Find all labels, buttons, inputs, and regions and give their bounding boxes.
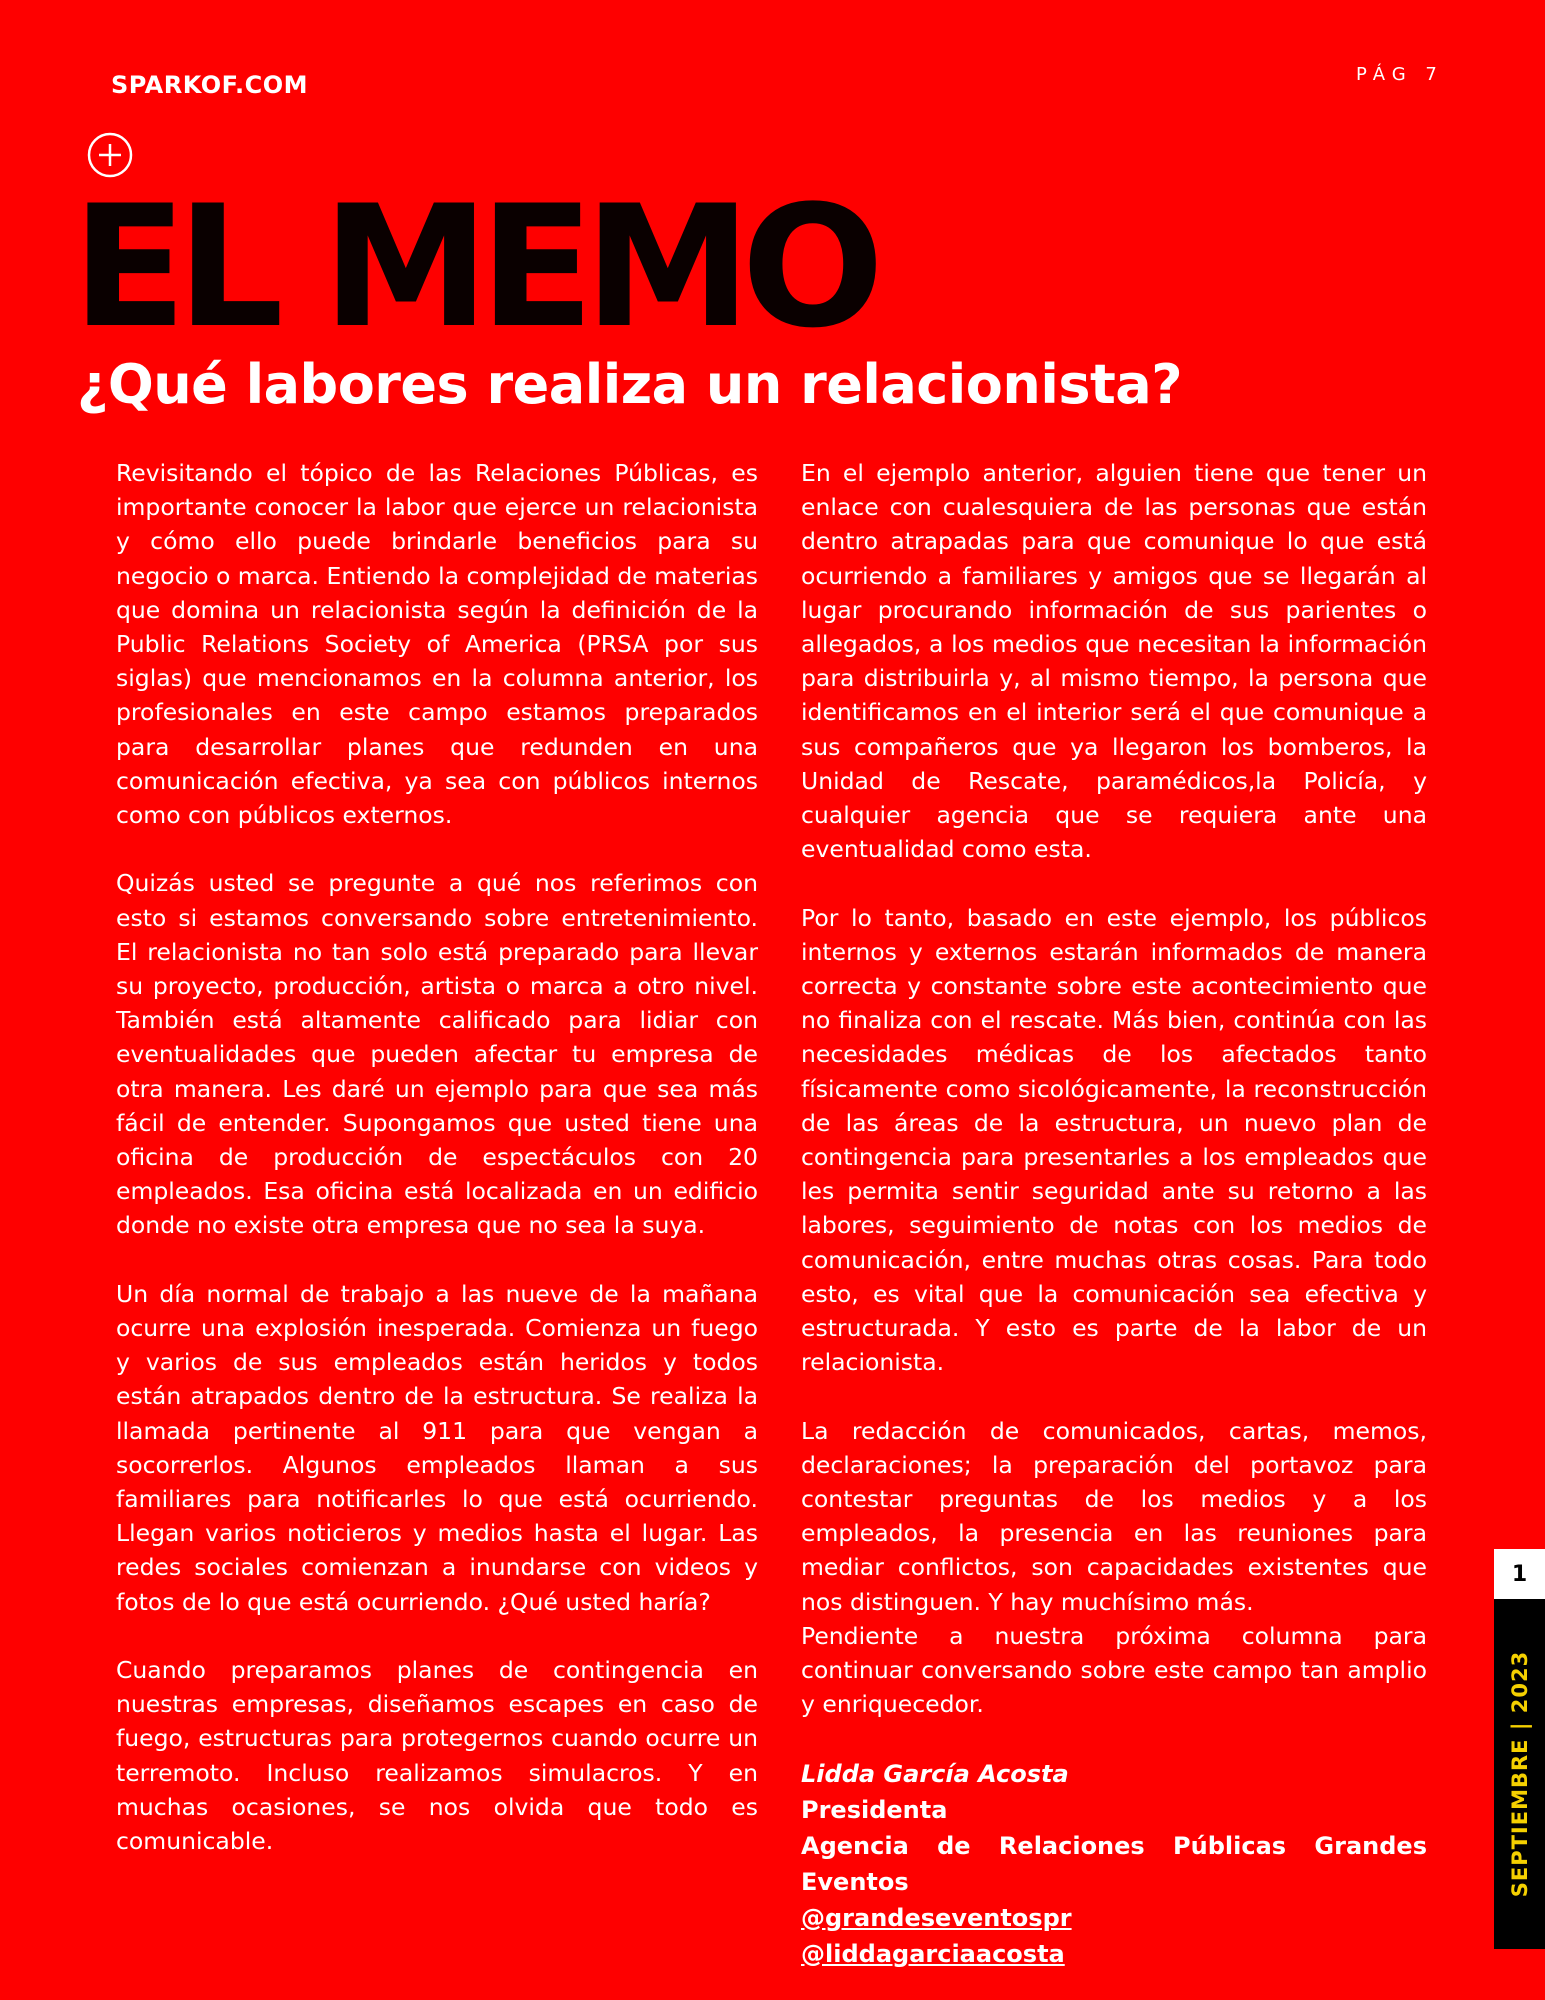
author-agency-line1: Agencia de Relaciones Públicas Grandes — [801, 1831, 1427, 1860]
issue-date: SEPTIEMBRE | 2023 — [1507, 1650, 1532, 1898]
article-column-right — [801, 456, 1427, 1972]
paragraph: Revisitando el tópico de las Relaciones Públicas, es importante conocer la labor que ejerce un relacionista y cómo ello puede brindarle beneficios para su negocio o marca. Entiendo la complejidad de materias que domina un relacionista según la definición de la Public Relations Society of America (PRSA por sus siglas) que mencionamos en la columna anterior, los profesionales en este campo estamos preparados para desarrollar planes que redunden en una comunicación efectiva, ya sea con públicos internos como con públicos externos. — [116, 459, 758, 830]
paragraph: Pendiente a nuestra próxima columna para continuar conversando sobre este campo tan amplio y enriquecedor. — [801, 1621, 1427, 1719]
paragraph: Cuando preparamos planes de contingencia en nuestras empresas, diseñamos escapes en caso de fuego, estructuras para protegernos cuando ocurre un terremoto. Incluso realizamos simulacros. Y en muchas ocasiones, se nos olvida que todo es comunicable. — [116, 1656, 758, 1856]
page-number: PÁG 7 — [1356, 64, 1444, 85]
article-headline: ¿Qué labores realiza un relacionista? — [77, 353, 1183, 416]
author-name: Lidda García Acosta — [801, 1759, 1069, 1788]
author-role: Presidenta — [801, 1795, 948, 1824]
paragraph: En el ejemplo anterior, alguien tiene que tener un enlace con cualesquiera de las personas que están dentro atrapadas para que comunique lo que está ocurriendo a familiares y amigos que se llegarán al lugar procurando información de sus parientes o allegados, a los medios que necesitan la información para distribuirla y, al mismo tiempo, la persona que identificamos en el interior será el que comunique a sus compañeros que ya llegaron los bomberos, la Unidad de Rescate, paramédicos,la Policía, y cualquier agencia que se requiera ante una eventualidad como esta. — [801, 459, 1427, 864]
issue-date-tab — [1494, 1599, 1545, 1949]
author-signature — [801, 1756, 1427, 1972]
site-name: SPARKOF.COM — [111, 71, 309, 99]
masthead-title: EL MEMO — [72, 169, 875, 365]
social-handle-link[interactable]: @liddagarciaacosta — [801, 1939, 1065, 1968]
paragraph: Un día normal de trabajo a las nueve de la mañana ocurre una explosión inesperada. Comienza un fuego y varios de sus empleados están heridos y todos están atrapados dentro de la estructura. Se realiza la llamada pertinente al 911 para que vengan a socorrerlos. Algunos empleados llaman a sus familiares para notificarles lo que está ocurriendo. Llegan varios noticieros y medios hasta el lugar. Las redes sociales comienzan a inundarse con videos y fotos de lo que está ocurriendo. ¿Qué usted haría? — [116, 1279, 758, 1616]
paragraph: Quizás usted se pregunte a qué nos referimos con esto si estamos conversando sobre entretenimiento. El relacionista no tan solo está preparado para llevar su proyecto, producción, artista o marca a otro nivel. También está altamente calificado para lidiar con eventualidades que pueden afectar tu empresa de otra manera. Les daré un ejemplo para que sea más fácil de entender. Supongamos que usted tiene una oficina de producción de espectáculos con 20 empleados. Esa oficina está localizada en un edificio donde no existe otra empresa que no sea la suya. — [116, 869, 758, 1240]
section-tab-number: 1 — [1494, 1549, 1545, 1599]
paragraph: Por lo tanto, basado en este ejemplo, los públicos internos y externos estarán informados de manera correcta y constante sobre este acontecimiento que no finaliza con el rescate. Más bien, continúa con las necesidades médicas de los afectados tanto físicamente como sicológicamente, la reconstrucción de las áreas de la estructura, un nuevo plan de contingencia para presentarles a los empleados que les permita sentir seguridad ante su retorno a las labores, seguimiento de notas con los medios de comunicación, entre muchas otras cosas. Para todo esto, es vital que la comunicación sea efectiva y estructurada. Y esto es parte de la labor de un relacionista. — [801, 903, 1427, 1377]
paragraph: La redacción de comunicados, cartas, memos, declaraciones; la preparación del portavoz para contestar preguntas de los medios y a los empleados, la presencia en las reuniones para mediar conflictos, son capacidades existentes que nos distinguen. Y hay muchísimo más. — [801, 1416, 1427, 1616]
author-agency-line2: Eventos — [801, 1867, 909, 1896]
social-handle-link[interactable]: @grandeseventospr — [801, 1903, 1072, 1932]
article-column-left — [116, 456, 758, 1858]
